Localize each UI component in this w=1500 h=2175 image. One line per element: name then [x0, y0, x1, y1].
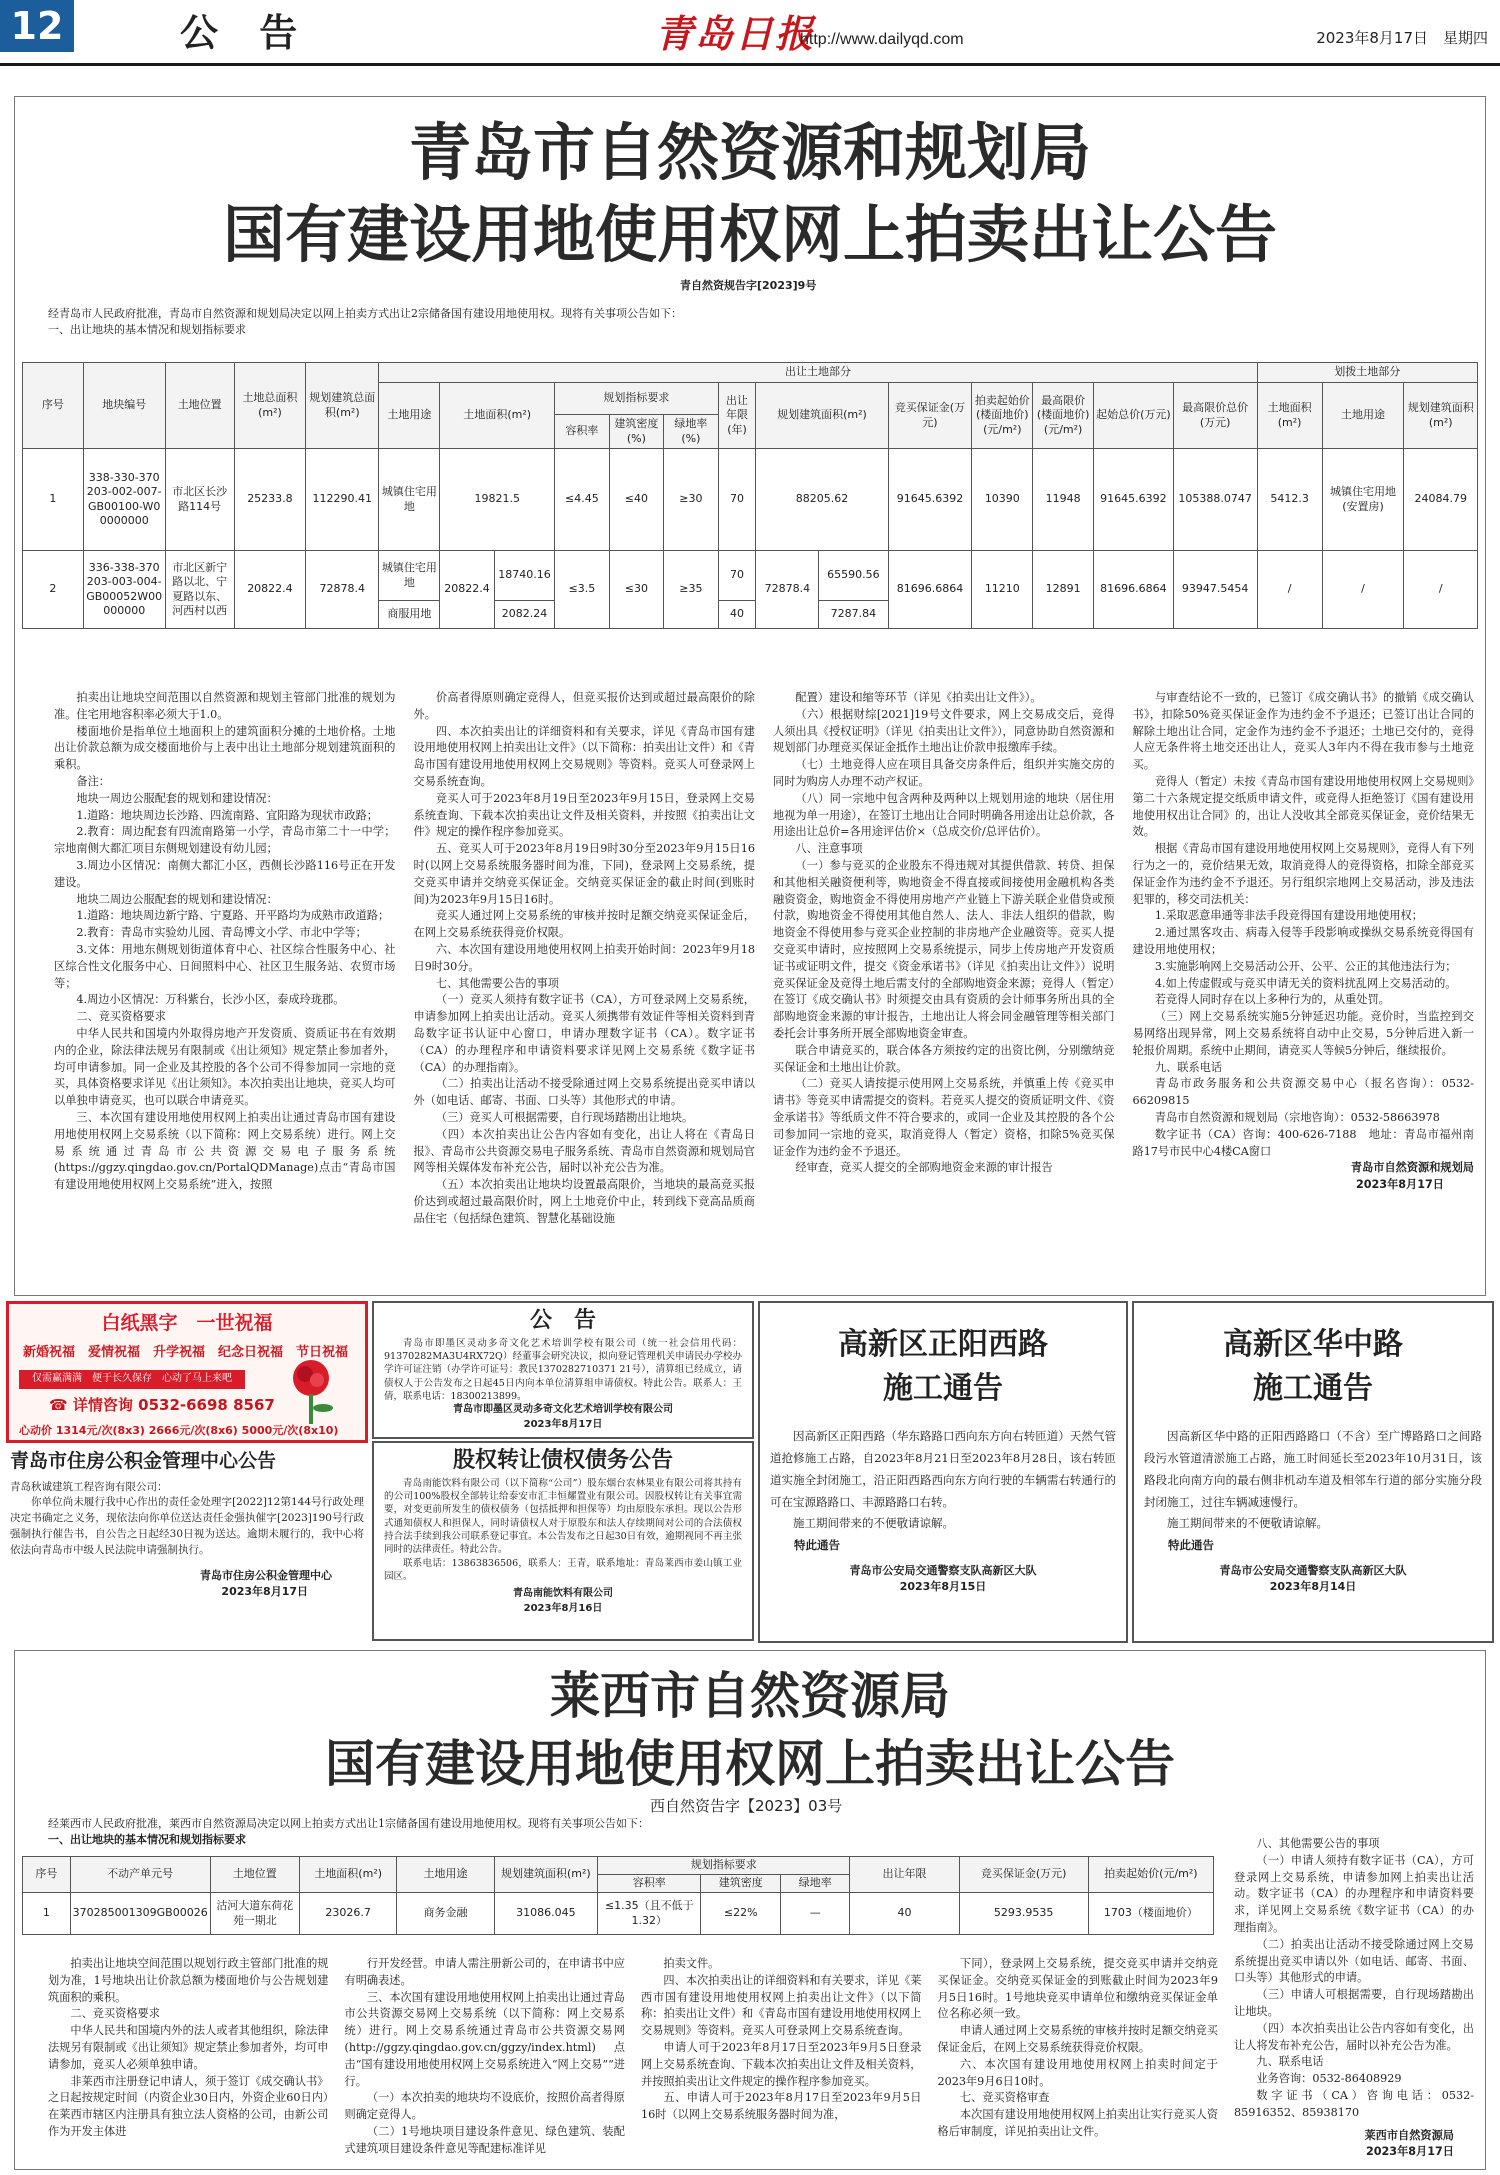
cell2-density: ≤22% [701, 1893, 781, 1935]
paragraph: 配置）建设和缩等环节（详见《拍卖出让文件》）。 [795, 691, 1042, 704]
cell-deposit: 91645.6392 [888, 449, 972, 551]
equity-transfer-box [372, 1441, 754, 1641]
th-deposit: 竞买保证金(万元) [888, 383, 972, 449]
th2-gfa: 规划建筑面积(m²) [494, 1857, 598, 1893]
paragraph: （三）网上交易系统实施5分钟延迟功能。竞价时，当监控到交易网络出现异常，网上交易系统将自动中止交易，5分钟后进入新一轮报价周期。系统中止期间，请竞买人等候5分钟后，继续报价。 [1132, 1010, 1474, 1057]
paragraph: （五）本次拍卖出让地块均设置最高限价，当地块的最高竞买报价达到或超过最高限价时，网上土地竞价中止，转到线下竞高品质商品住宅（包括绿色建筑、智慧化基础设施 [413, 1178, 755, 1225]
cell-use: 城镇住宅用地 [379, 449, 440, 551]
rose-icon [271, 1348, 351, 1428]
th2-unit: 不动产单元号 [70, 1857, 210, 1893]
th-seq: 序号 [23, 363, 84, 449]
paragraph: （一）本次拍卖的地块均不设底价，按照价高者得原则确定竞得人。 [344, 2091, 625, 2122]
cell-area: 19821.5 [440, 449, 555, 551]
school-announcement-body [374, 1337, 752, 1403]
paragraph: 五、竞买人可于2023年8月19日9时30分至2023年9月15日16时(以网上交易系统服务器时间为准，下同)，登录网上交易系统，提交竞买申请并交纳竞买保证金。交纳竞买保证金的截止时间(到账时间)为2023年9月15日16时。 [413, 842, 755, 906]
th-t-gfa: 规划建筑面积(m²) [1404, 383, 1478, 449]
masthead [0, 0, 1500, 66]
cell-t-area: 5412.3 [1257, 449, 1322, 551]
equity-transfer-title: 股权转让债权债务公告 [452, 1448, 673, 1473]
zhengyang-text2: 施工期间带来的不便敬请谅解。 [793, 1516, 954, 1531]
paragraph: 二、竞买资格要求 [76, 1010, 166, 1024]
th2-area: 土地面积(m²) [299, 1857, 397, 1893]
paragraph: 六、本次国有建设用地使用权网上拍卖开始时间：2023年9月18日9时30分。 [413, 942, 755, 973]
zhengyang-sig-org: 青岛市公安局交通警察支队高新区大队 [849, 1564, 1037, 1578]
ad-phone-text: 详情咨询 0532-6698 8567 [72, 1395, 275, 1414]
cell-far: ≤4.45 [555, 449, 610, 551]
cell-t-use: 城镇住宅用地(安置房) [1322, 449, 1404, 551]
equity-transfer-contact: 联系电话：13863836506，联系人：王青，联系地址：青岛莱西市姜山镇工业园区。 [384, 1557, 742, 1582]
cell-term-commercial: 40 [718, 601, 756, 629]
school-announcement-box [372, 1301, 754, 1439]
paragraph: 业务咨询：0532-86408929 [1256, 2072, 1402, 2086]
th-density: 建筑密度(%) [609, 415, 664, 449]
notice2-title-line1: 莱西市自然资源局 [550, 1667, 950, 1725]
cell-seq: 2 [23, 551, 84, 629]
paragraph: （二）拍卖出让活动不接受除通过网上交易系统提出竞买申请以外（如电话、邮寄、书面、口头等）其他形式的申请。 [1234, 1937, 1474, 1985]
cell-use-residential: 城镇住宅用地 [379, 551, 440, 601]
paragraph: （一）参与竞买的企业股东不得违规对其提供借款、转贷、担保和其他相关融资便利等，购地资金不得直接或间接使用金融机构各类融资资金，购地资金不得使用房地产产业链上下游关联企业借贷或预付款，购地资金不得使用其他自然人、法人、非法人组织的借款，购地资金不得使用参与竞买企业控制的非房地产企业融资等。竞买人提交竞买申请时，应按照网上交易系统提示，同步上传房地产开发资质证书或证明文件，提交《资金承诺书》（详见《拍卖出让文件》）说明竞买保证金及竞得土地后需支付的全部购地资金来源；竞得人（暂定）在签订《成交确认书》时须提交由具有资质的会计师事务所出具的全部购地资金来源的审计报告，土地出让人将会同金融管理等相关部门委托会计事务所开展全部购地资金审查。 [773, 858, 1115, 1040]
th-start-unit: 拍卖起始价(楼面地价)(元/m²) [972, 383, 1033, 449]
paragraph: 九、联系电话 [1256, 2055, 1324, 2069]
phone-icon: ☎ [49, 1395, 73, 1414]
paragraph: （一）竞买人须持有数字证书（CA），方可登录网上交易系统，申请参加网上拍卖出让活动。竞买人须携带有效证件等相关资料到青岛数字证书认证中心窗口，申请办理数字证书（CA）。数字证书（CA）的办理程序和申请资料要求详见网上交易系统《数字证书（CA）的办理指南》。 [413, 993, 755, 1074]
cell-start-unit: 10390 [972, 449, 1033, 551]
th-max-total: 最高限价总价(万元) [1173, 383, 1257, 449]
cell-start-total: 81696.6864 [1094, 551, 1174, 629]
paragraph: 七、竞买资格审查 [959, 2091, 1050, 2105]
paragraph: （八）同一宗地中包含两种及两种以上规划用途的地块（居住用地视为单一用途），在签订土地出让合同时明确各用途出让总价款，各用途出让总价=各用途评估价×（总成交价/总评估价）。 [773, 791, 1115, 839]
cell-total-gfa: 112290.41 [306, 449, 379, 551]
paragraph: 备注： [76, 774, 110, 788]
housing-fund-sig-org: 青岛市住房公积金管理中心 [200, 1569, 332, 1583]
cell-density: ≤30 [609, 551, 664, 629]
zhengyang-body [760, 1426, 1126, 1557]
paragraph: 中华人民共和国境内外的法人或者其他组织，除法律法规另有限制或《出让须知》规定禁止参加者外，均可申请参加，竞买人必须单独申请。 [48, 2024, 329, 2071]
school-announcement-sig-org: 青岛市即墨区灵动多奇文化艺术培训学校有限公司 [453, 1404, 673, 1416]
cell-area-total: 20822.4 [440, 551, 495, 629]
paragraph: 3.周边小区情况：南侧大都汇小区，西侧长沙路116号正在开发建设。 [54, 858, 396, 889]
cell2-term: 40 [850, 1893, 959, 1935]
paragraph: （一）申请人须持有数字证书（CA），方可登录网上交易系统，申请参加网上拍卖出让活动。数字证书（CA）的办理程序和申请资料要求，详见网上交易系统《数字证书（CA）的办理指南》。 [1234, 1853, 1474, 1934]
th-t-area: 土地面积(m²) [1257, 383, 1322, 449]
cell-gfa-residential: 65590.56 [819, 551, 888, 601]
paragraph: 非莱西市注册登记申请人，须于签订《成交确认书》之日起按规定时间（内资企业30日内，外资企业60日内）在莱西市辖区内注册具有独立法人资格的公司，由新公司作为开发主体进 [48, 2074, 329, 2138]
cell2-seq: 1 [23, 1893, 71, 1935]
th2-deposit: 竞买保证金(万元) [959, 1857, 1088, 1893]
paragraph: （四）本次拍卖出让公告内容如有变化，出让人将发布补充公告，届时以补充公告为准。 [1234, 2021, 1474, 2052]
th2-green: 绿地率 [781, 1875, 850, 1893]
paragraph: 1.采取恶意串通等非法手段竞得国有建设用地使用权； [1154, 909, 1423, 923]
paragraph: 联合申请竞买的，联合体各方须按约定的出资比例，分别缴纳竞买保证金和土地出让价款。 [773, 1043, 1115, 1074]
table-row [23, 449, 1478, 551]
cell-total-area: 20822.4 [234, 551, 305, 629]
cell-max-total: 93947.5454 [1173, 551, 1257, 629]
huazhong-body [1134, 1426, 1492, 1557]
zhengyang-note: 特此通告 [794, 1538, 840, 1553]
zhengyang-title-line1: 高新区正阳西路 [838, 1327, 1048, 1362]
paragraph: 若竞得人同时存在以上多种行为的，从重处罚。 [1154, 993, 1390, 1007]
cell-gfa: 88205.62 [756, 449, 888, 551]
paragraph: 竞得人（暂定）未按《青岛市国有建设用地使用权网上交易规则》第二十六条规定提交纸质申请文件，或竞得人拒绝签订《国有建设用地使用权出让合同》的，出让人没收其全部竞买保证金，竞价结果无效。 [1132, 774, 1474, 839]
notice1-title-line2: 国有建设用地使用权网上拍卖出让公告 [222, 198, 1277, 271]
housing-fund-sig-date: 2023年8月17日 [221, 1585, 308, 1599]
cell-density: ≤40 [609, 449, 664, 551]
cell-gfa-commercial: 7287.84 [819, 601, 888, 629]
paragraph: 行开发经营。申请人需注册新公司的，在申请书中应有明确表述。 [344, 1957, 625, 1987]
th-t-use: 土地用途 [1322, 383, 1404, 449]
paragraph: 三、本次国有建设用地使用权网上拍卖出让通过青岛市国有建设用地使用权网上交易系统（以下简称：网上交易系统）进行。网上交易系统通过青岛市公共资源交易电子服务系统(https://ggzy.qingdao.gov.cn/PortalQDManage)点击“青岛市国有建设用地使用权网上交易系统”进入，按照 [54, 1110, 396, 1192]
cell-gfa-total: 72878.4 [756, 551, 819, 629]
huazhong-sig-org: 青岛市公安局交通警察支队高新区大队 [1219, 1564, 1407, 1578]
cell-max-unit: 11948 [1033, 449, 1094, 551]
ad-tags: 新婚祝福 爱情祝福 升学祝福 纪念日祝福 节日祝福 [23, 1344, 349, 1360]
paragraph: 价高者得原则确定竞得人，但竞买报价达到或超过最高限价的除外。 [413, 691, 755, 721]
notice2-intro: 经莱西市人民政府批准，莱西市自然资源局决定以网上拍卖方式出让1宗储备国有建设用地使用权。现将有关事项公告如下： [48, 1817, 649, 1830]
cell2-gfa: 31086.045 [494, 1893, 598, 1935]
paragraph: 经审查，竞买人提交的全部购地资金来源的审计报告 [795, 1161, 1053, 1175]
paragraph: （三）申请人可根据需要，自行现场踏勘出让地块。 [1234, 1988, 1474, 2018]
paragraph: 本次国有建设用地使用权网上拍卖出让实行竞买人资格后审制度，详见拍卖出让文件。 [937, 2108, 1218, 2138]
cell-max-total: 105388.0747 [1173, 449, 1257, 551]
cell-t-use: / [1322, 551, 1404, 629]
paragraph: 与审查结论不一致的，已签订《成交确认书》的撤销《成交确认书》，扣除50%竞买保证金作为违约金不予退还；已签订出让合同的解除土地出让合同，定金作为违约金不予退还；土地已交付的，竞得人应无条件将土地交还出让人，竞买人3年内不得在我市参与土地竞买。 [1132, 691, 1474, 772]
zhengyang-sig-date: 2023年8月15日 [899, 1580, 987, 1593]
ad-title: 白纸黑字 一世祝福 [101, 1312, 273, 1334]
cell-green: ≥30 [664, 449, 719, 551]
notice2-signature-org: 莱西市自然资源局 [1364, 2128, 1454, 2142]
cell-use-commercial: 商服用地 [379, 601, 440, 629]
ad-subtitle: 仅需赢满满 便于长久保存 心动了马上来吧 [19, 1370, 245, 1389]
notice1-col4-text [1133, 690, 1475, 1160]
paragraph: 3.文体：用地东侧规划街道体育中心、社区综合性服务中心、社区综合性文化服务中心、日间照料中心、社区卫生服务站、农贸市场等； [54, 942, 396, 990]
paragraph: 五、申请人可于2023年8月17日至2023年9月5日16时（以网上交易系统服务器时间为准， [641, 2091, 922, 2122]
newspaper-logo: 青岛日报 [655, 11, 816, 56]
huazhong-note: 特此通告 [1168, 1538, 1214, 1553]
paragraph: 三、本次国有建设用地使用权网上拍卖出让通过青岛市公共资源交易网上交易系统（以下简称：网上交易系统）进行。网上交易系统通过青岛市公共资源交易网(http://ggzy.qingdao.gov.cn/ggzy/index.html)点击“国有建设用地使用权网上交易系统进入“网上交易””进行。 [344, 1990, 625, 2088]
cell-t-area: / [1257, 551, 1322, 629]
th-transfer-group: 划拨土地部分 [1257, 363, 1477, 383]
notice2-col4 [938, 1956, 1219, 2166]
th-start-total: 起始总价(万元) [1094, 383, 1174, 449]
notice2-body [48, 1956, 1218, 2166]
paragraph: （二）拍卖出让活动不接受除通过网上交易系统提出竞买申请以外（如电话、邮寄、书面、口头等）其他形式的申请。 [413, 1077, 755, 1108]
cell-max-unit: 12891 [1033, 551, 1094, 629]
notice2-section1: 一、出让地块的基本情况和规划指标要求 [48, 1833, 246, 1846]
cell-total-area: 25233.8 [234, 449, 305, 551]
notice2-col1 [48, 1956, 329, 2166]
notice1-body [54, 690, 1474, 1288]
paragraph: 七、其他需要公告的事项 [435, 976, 559, 990]
notice1-section1: 一、出让地块的基本情况和规划指标要求 [48, 323, 246, 336]
paragraph: 1.道路：地块周边长沙路、四流南路、宜阳路为现状市政路； [76, 808, 378, 822]
th-total-area: 土地总面积(m²) [234, 363, 305, 449]
paragraph: 3.实施影响网上交易活动公开、公平、公正的其他违法行为； [1154, 959, 1457, 973]
paragraph: 地块一周边公服配套的规划和建设情况： [76, 791, 278, 805]
paragraph: 楼面地价是指单位土地面积上的建筑面积分摊的土地价格。土地出让价款总额为成交楼面地价与上表中出让土地部分规划建筑面积的乘积。 [54, 724, 396, 772]
paragraph: 竞买人通过网上交易系统的审核并按时足额交纳竞买保证金后，在网上交易系统获得竞价权限。 [413, 909, 755, 940]
th2-term: 出让年限 [850, 1857, 959, 1893]
paragraph: （七）土地竞得人应在项目具备交房条件后，组织并实施交房的同时为购房人办理不动产权证。 [773, 758, 1115, 788]
table-row [23, 551, 1478, 601]
th2-location: 土地位置 [210, 1857, 299, 1893]
notice2-col3 [641, 1956, 922, 2166]
huazhong-sig-date: 2023年8月14日 [1269, 1580, 1357, 1593]
th2-seq: 序号 [23, 1857, 71, 1893]
th-parcel: 地块编号 [83, 363, 165, 449]
cell2-far: ≤1.35（且不低于1.32） [598, 1893, 701, 1935]
th-sell-group: 出让土地部分 [379, 363, 1257, 383]
page-number: 12 [0, 0, 74, 52]
zhengyang-road-notice [758, 1301, 1128, 1643]
huazhong-text2: 施工期间带来的不便敬请谅解。 [1167, 1516, 1328, 1531]
th2-start: 拍卖起始价(元/m²) [1088, 1857, 1213, 1893]
notice2-title-line2: 国有建设用地使用权网上拍卖出让公告 [325, 1735, 1175, 1793]
paragraph: 六、本次国有建设用地使用权网上拍卖时间定于2023年9月6日10时。 [937, 2057, 1218, 2088]
paragraph: 4.周边小区情况：万科紫台，长沙小区，泰成玲珑郡。 [76, 993, 345, 1007]
th-planning: 规划指标要求 [555, 383, 719, 415]
zhengyang-text: 因高新区正阳西路（华东路路口西向东方向右转匝道）天然气管道抢修施工占路，自2023年8月21日至2023年8月28日，该右转匝道实施全封闭施工，沿正阳西路西向东方向行驶的车辆需右转通行的可在宝源路路口、丰源路路口右转。 [770, 1429, 1116, 1509]
notice2-col5 [1234, 1836, 1474, 2166]
paragraph: 数字证书（CA）咨询电话：0532-85916352、85938170 [1234, 2088, 1474, 2119]
page-section-name: 公 告 [180, 11, 312, 55]
cell2-area: 23026.7 [299, 1893, 397, 1935]
notice1-col2 [414, 690, 756, 1288]
cell-t-gfa: 24084.79 [1404, 449, 1478, 551]
paragraph: 2.通过黑客攻击、病毒入侵等手段影响或操纵交易系统竞得国有建设用地使用权； [1132, 926, 1474, 956]
notice1-title-line1: 青岛市自然资源和规划局 [408, 116, 1091, 189]
cell-start-unit: 11210 [972, 551, 1033, 629]
paragraph: 二、竞买资格要求 [70, 2007, 160, 2021]
huazhong-road-notice [1132, 1301, 1494, 1643]
cell2-use: 商务金融 [397, 1893, 494, 1935]
paragraph: 申请人可于2023年8月17日至2023年9月5日登录网上交易系统查询、下载本次拍卖出让文件及相关资料，并按照拍卖出让文件规定的操作程序参加竞买。 [641, 2040, 922, 2088]
notice2-signature-date: 2023年8月17日 [1365, 2145, 1454, 2159]
notice1-col3 [773, 690, 1115, 1288]
issue-date: 2023年8月17日 星期四 [1316, 29, 1488, 47]
notice1-col1 [54, 690, 396, 1288]
paragraph: （二）竞买人请按提示使用网上交易系统，并慎重上传《竞买申请书》等竞买申请需提交的资料。若竞买人提交的资质证明文件、《资金承诺书》等纸质文件不符合要求的，或同一企业及其控股的各个公司参加同一宗地的竞买，取消竞得人（暂定）资格，扣除5%竞买保证金作为违约金不予退还。 [773, 1077, 1115, 1158]
equity-transfer-text: 青岛南能饮料有限公司（以下简称“公司”）股东烟台农林果业有限公司将其持有的公司100%股权全部转让给泰安市汇丰恒耀置业有限公司。因股权转让有关事宜需要，对变更前所发生的债权债务（包括抵押和担保等）均由原股东承担。现以公告形式通知债权人和担保人，同时请债权人对于原股东和法人存续期间对公司的合法债权持合法手续到我公司联系登记事宜。本公告发布之日起30日有效，逾期视同不再主张同时的法律责任。特此公告。 [384, 1477, 742, 1556]
cell-far: ≤3.5 [555, 551, 610, 629]
paragraph: 根据《青岛市国有建设用地使用权网上交易规则》，竞得人有下列行为之一的，竞价结果无效，取消竞得人的竞得资格，扣除全部竞买保证金作为违约金不予退还。另行组织宗地网上交易活动，涉及违法犯罪的，移交司法机关： [1132, 842, 1474, 906]
table-row [23, 1893, 1214, 1935]
cell-t-gfa: / [1404, 551, 1478, 629]
paragraph: 四、本次拍卖出让的详细资料和有关要求，详见《青岛市国有建设用地使用权网上拍卖出让文件》（以下简称：拍卖出让文件）和《青岛市国有建设用地使用权网上交易规则》等资料。竞买人可登录网上交易系统查询。 [413, 724, 755, 788]
school-announcement-text: 青岛市即墨区灵动多奇文化艺术培训学校有限公司（统一社会信用代码：91370282MA3U4RX72Q）经董事会研究决议，拟向登记管理机关申请民办学校办学许可证注销（办学许可证号：教民1370282710371 21号），清算组已经成立，请债权人于公告发布之日起45日内向本单位清算组申请债权。特此公告。联系人：王倩，联系电话：18300213899。 [384, 1337, 742, 1403]
paragraph: 2.教育：青岛市实验幼儿园、青岛博文小学、市北中学等； [76, 926, 367, 940]
paragraph: （二）1号地块项目建设条件意见、绿色建筑、装配式建筑项目建设条件意见等配建标准详见 [344, 2124, 625, 2155]
zhengyang-title-line2: 施工通告 [883, 1370, 1003, 1406]
paragraph: 1.道路：地块周边新宁路、宁夏路、开平路均为成熟市政道路； [76, 909, 390, 923]
paragraph: 青岛市自然资源和规划局（宗地咨询）：0532-58663978 [1154, 1110, 1440, 1124]
th2-use: 土地用途 [397, 1857, 494, 1893]
cell-deposit: 81696.6864 [888, 551, 972, 629]
school-announcement-sig-date: 2023年8月17日 [523, 1418, 603, 1430]
paragraph: 数字证书（CA）咨询：400-626-7188 地址：青岛市福州南路17号市民中心4楼CA窗口 [1132, 1127, 1474, 1158]
housing-fund-notice [6, 1444, 368, 1644]
cell2-deposit: 5293.9535 [959, 1893, 1088, 1935]
cell-area-residential: 18740.16 [494, 551, 554, 601]
paragraph: 拍卖文件。 [663, 1957, 720, 1970]
cell2-location: 沽河大道东荷花苑一期北 [210, 1893, 299, 1935]
th-max-unit: 最高限价(楼面地价)(元/m²) [1033, 383, 1094, 449]
newspaper-url[interactable]: http://www.dailyqd.com [800, 31, 964, 48]
th-green: 绿地率(%) [664, 415, 719, 449]
equity-transfer-sig-org: 青岛南能饮料有限公司 [513, 1588, 613, 1600]
huazhong-title-line2: 施工通告 [1253, 1370, 1373, 1406]
ad-price: 心动价 1314元/次(8x3) 2666元/次(8x6) 5000元/次(8x10) [19, 1423, 339, 1437]
housing-fund-text: 你单位尚未履行我中心作出的责任金处理字[2022]12第144号行政处理决定书确定之义务，现依法向你单位送达责任金强执催字[2023]190号行政强制执行催告书，自公告之日起经30日视为送达。逾期未履行的，我中心将依法向青岛市中级人民法院申请强制执行。 [10, 1496, 364, 1556]
huazhong-text: 因高新区华中路的正阳西路路口（不含）至广博路路口之间路段污水管道清淤施工占路，施工时间延长至2023年10月31日，该路段北向南方向的最右侧非机动车道及相邻车行道的部分实施分段封闭施工，过往车辆减速慢行。 [1144, 1429, 1482, 1509]
th-gfa: 规划建筑面积(m²) [756, 383, 888, 449]
paragraph: 九、联系电话 [1154, 1060, 1223, 1074]
notice2-col5-text [1234, 1836, 1474, 2122]
paragraph: 青岛市政务服务和公共资源交易中心（报名咨询）：0532-66209815 [1132, 1077, 1474, 1108]
th-area: 土地面积(m²) [440, 383, 555, 449]
notice2-doc-no: 西自然资告字【2023】03号 [650, 1797, 843, 1815]
th2-density: 建筑密度 [701, 1875, 781, 1893]
th-far: 容积率 [555, 415, 610, 449]
cell-term-residential: 70 [718, 551, 756, 601]
paragraph: 4.如上传虚假或与竞买申请无关的资料扰乱网上交易活动的。 [1154, 976, 1457, 990]
th2-far: 容积率 [598, 1875, 701, 1893]
paragraph: 下同），登录网上交易系统，提交竞买申请并交纳竞买保证金。交纳竞买保证金的到账截止时间为2023年9月5日16时。1号地块竞买申请单位和缴纳竞买保证金单位名称必须一致。 [937, 1957, 1218, 2021]
cell-total-gfa: 72878.4 [306, 551, 379, 629]
cell-green: ≥35 [664, 551, 719, 629]
paragraph: （四）本次拍卖出让公告内容如有变化，出让人将在《青岛日报》、青岛市公共资源交易电子服务系统、青岛市自然资源和规划局官网等相关媒体发布补充公告，届时以补充公告为准。 [413, 1127, 755, 1175]
housing-fund-body [6, 1476, 368, 1563]
th-total-gfa: 规划建筑总面积(m²) [306, 363, 379, 449]
paragraph: 拍卖出让地块空间范围以规划行政主管部门批准的规划为准，1号地块出让价款总额为楼面地价与公告规划建筑面积的乘积。 [48, 1957, 329, 2004]
cell2-start: 1703（楼面地价） [1088, 1893, 1213, 1935]
th2-planning: 规划指标要求 [598, 1857, 850, 1875]
notice1-signature-org: 青岛市自然资源和规划局 [1350, 1161, 1474, 1175]
cell-start-total: 91645.6392 [1094, 449, 1174, 551]
notice1-signature-date: 2023年8月17日 [1355, 1178, 1444, 1192]
equity-transfer-sig-date: 2023年8月16日 [523, 1602, 603, 1614]
paragraph: 八、其他需要公告的事项 [1256, 1837, 1380, 1850]
paragraph: （三）竞买人可根据需要，自行现场踏勘出让地块。 [435, 1110, 694, 1124]
huazhong-title-line1: 高新区华中路 [1223, 1327, 1403, 1362]
notice2-right [1234, 1836, 1474, 2166]
th-location: 土地位置 [165, 363, 234, 449]
cell-parcel: 338-330-370203-002-007-GB00100-W00000000 [83, 449, 165, 551]
paragraph: 四、本次拍卖出让的详细资料和有关要求，详见《莱西市国有建设用地使用权网上拍卖出让文件》（以下简称：拍卖出让文件）和《青岛市国有建设用地使用权网上交易规则》等资料。竞买人可登录网上交易系统查询。 [641, 1973, 922, 2038]
cell2-green: — [781, 1893, 850, 1935]
paragraph: 竞买人可于2023年8月19日至2023年9月15日，登录网上交易系统查询、下载本次拍卖出让文件及相关资料，并按照《拍卖出让文件》规定的操作程序参加竞买。 [413, 791, 755, 839]
paragraph: 2.教育：周边配套有四流南路第一小学，青岛市第二十一中学；宗地南侧大都汇项目东侧规划建设有幼儿园； [54, 825, 396, 856]
cell-seq: 1 [23, 449, 84, 551]
paragraph: 申请人通过网上交易系统的审核并按时足额交纳竞买保证金后，在网上交易系统获得竞价权限。 [937, 2024, 1218, 2054]
cell-area-commercial: 2082.24 [494, 601, 554, 629]
notice1-doc-no: 青自然资规告字[2023]9号 [680, 279, 817, 292]
paragraph: （六）根据财综[2021]19号文件要求，网上交易成交后，竞得人须出具《授权证明》（详见《拍卖出让文件》），同意协助自然资源和规划部门办理竞买保证金抵作土地出让价款申报缴库手续。 [773, 707, 1115, 755]
cell-term: 70 [718, 449, 756, 551]
notice2-parcel-table [22, 1856, 1214, 1935]
paragraph: 中华人民共和国境内外取得房地产开发资质、资质证书在有效期内的企业，除法律法规另有限制或《出让须知》规定禁止参加者外，均可申请参加。同一企业及其控股的各个公司不得参加同一宗地的竞买，具体资格要求详见《出让须知》。本次拍卖出让地块，竞买人均可以单独申请竞买，也可以联合申请竞买。 [54, 1026, 396, 1108]
school-announcement-title: 公 告 [529, 1308, 596, 1333]
notice2-col2 [345, 1956, 626, 2166]
notice1-col4 [1133, 690, 1475, 1288]
housing-fund-title: 青岛市住房公积金管理中心公告 [10, 1450, 277, 1472]
cell-location: 市北区新宁路以北、宁夏路以东、河西村以西 [165, 551, 234, 629]
housing-fund-addressee: 青岛秋诚建筑工程咨询有限公司： [10, 1480, 168, 1493]
notice1-parcel-table [22, 362, 1478, 629]
cell2-unit: 370285001309GB00026 [70, 1893, 210, 1935]
cell-location: 市北区长沙路114号 [165, 449, 234, 551]
paragraph: 八、注意事项 [795, 842, 863, 856]
equity-transfer-body [374, 1477, 752, 1583]
th-term: 出让年限(年) [718, 383, 756, 449]
notice1-intro: 经青岛市人民政府批准，青岛市自然资源和规划局决定以网上拍卖方式出让2宗储备国有建设用地使用权。现将有关事项公告如下： [48, 307, 682, 320]
paragraph: 拍卖出让地块空间范围以自然资源和规划主管部门批准的规划为准。住宅用地容积率必须大于1.0。 [54, 691, 396, 721]
blessing-ad[interactable] [6, 1301, 368, 1443]
paragraph: 地块二周边公服配套的规划和建设情况： [76, 892, 278, 906]
th-use: 土地用途 [379, 383, 440, 449]
cell-parcel: 336-338-370203-003-004-GB00052W00000000 [83, 551, 165, 629]
